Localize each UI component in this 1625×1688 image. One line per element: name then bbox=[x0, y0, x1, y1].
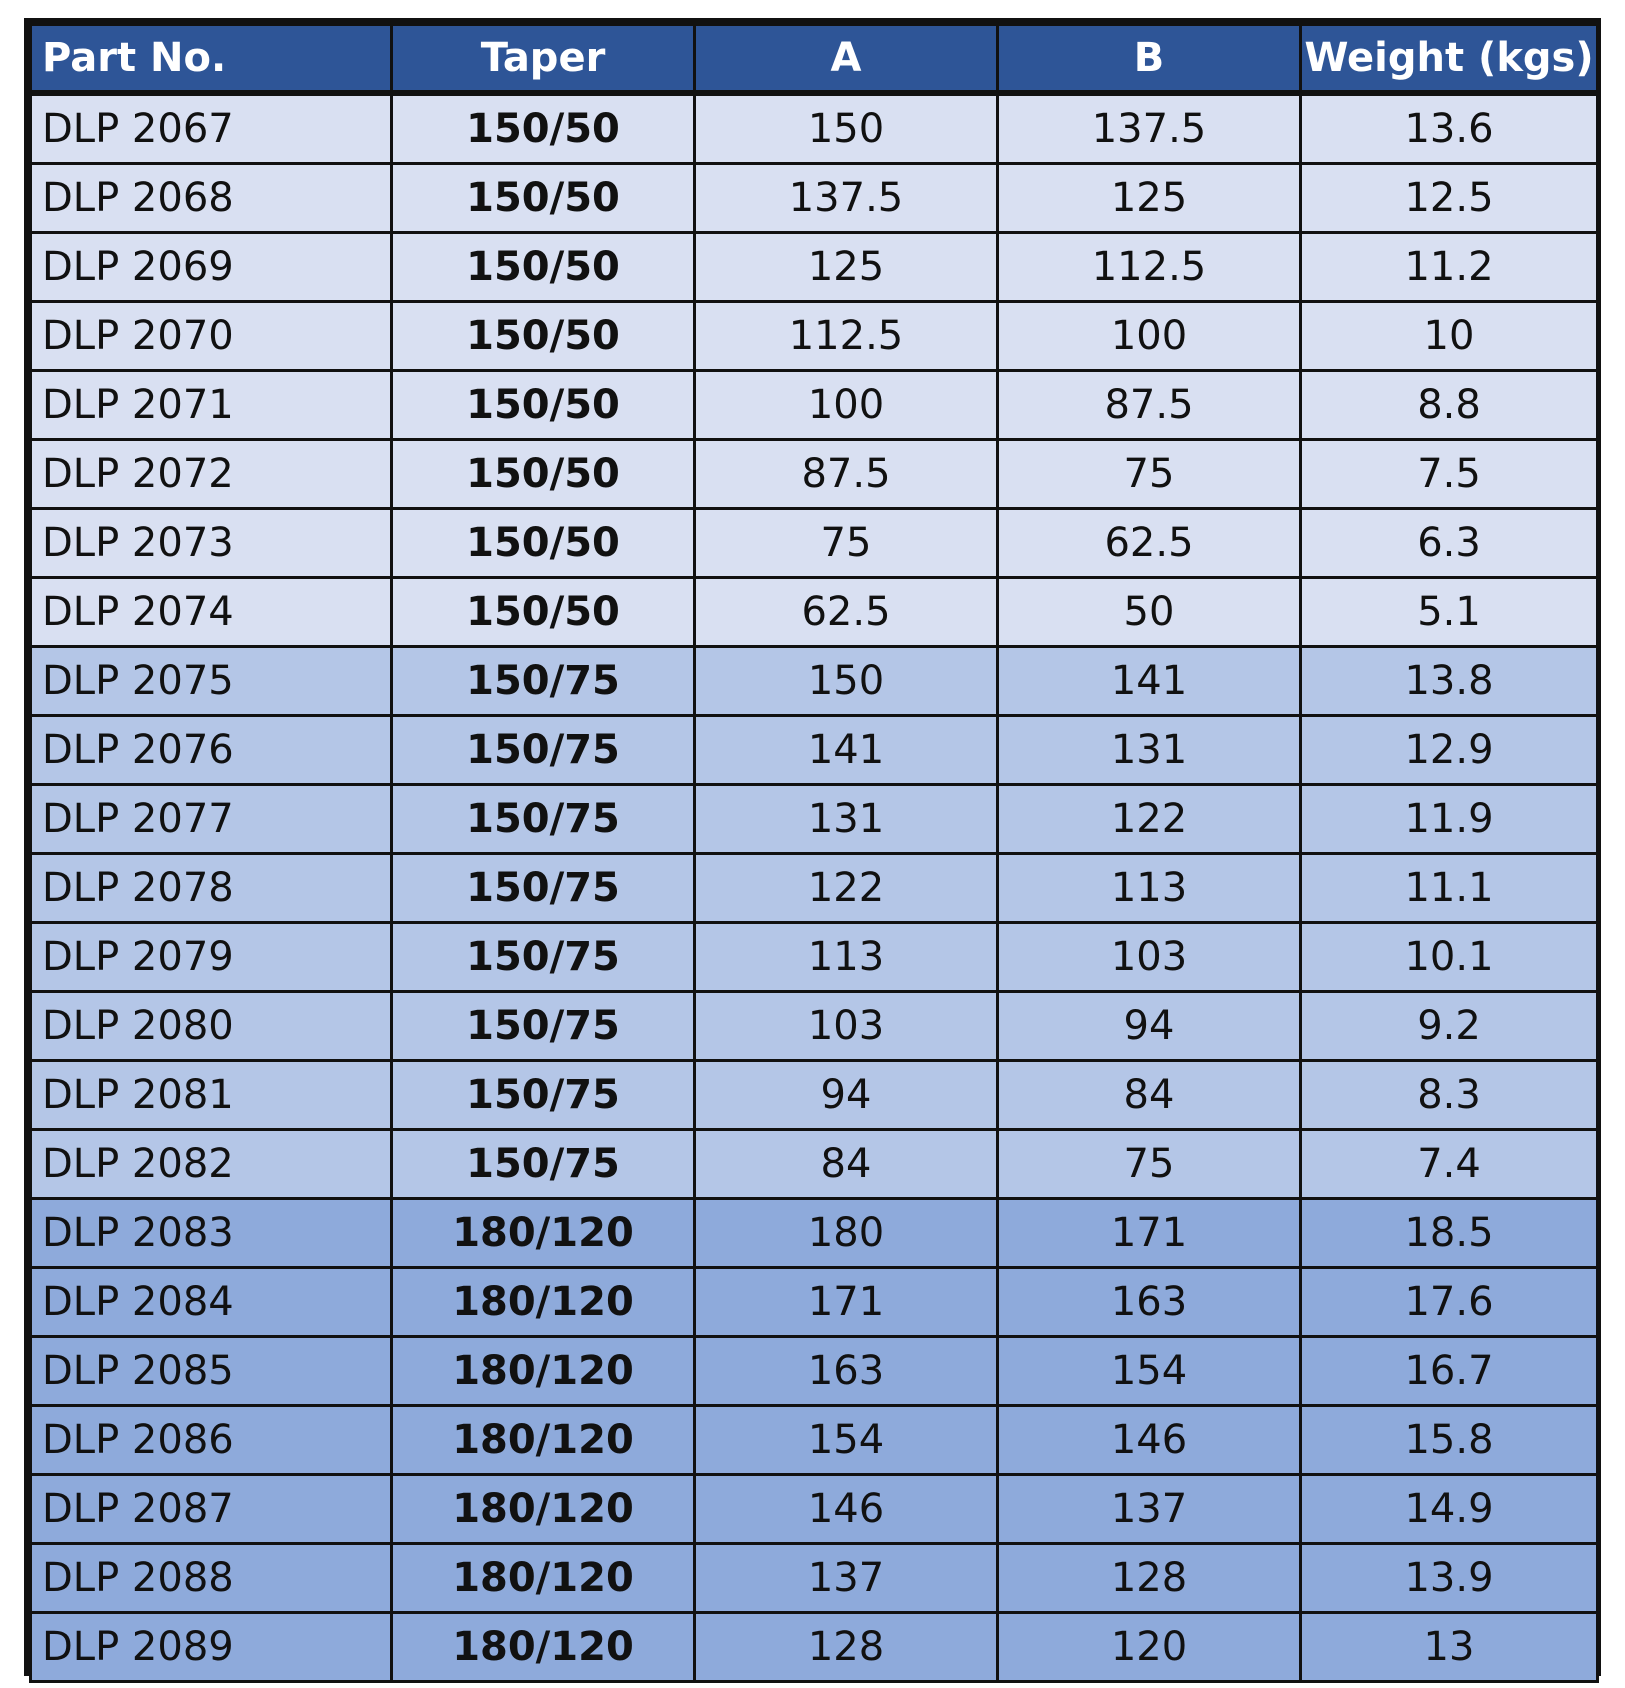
header-taper: Taper bbox=[392, 25, 695, 94]
cell-part-no: DLP 2068 bbox=[31, 164, 392, 233]
header-part-no: Part No. bbox=[31, 25, 392, 94]
cell-weight: 7.5 bbox=[1301, 440, 1598, 509]
cell-weight: 13.8 bbox=[1301, 647, 1598, 716]
table-row bbox=[31, 716, 1598, 785]
cell-a: 141 bbox=[695, 716, 998, 785]
cell-a: 122 bbox=[695, 854, 998, 923]
table-header bbox=[31, 25, 1598, 94]
cell-taper: 180/120 bbox=[392, 1199, 695, 1268]
cell-weight: 11.1 bbox=[1301, 854, 1598, 923]
cell-part-no: DLP 2086 bbox=[31, 1406, 392, 1475]
table-row bbox=[31, 785, 1598, 854]
cell-b: 75 bbox=[998, 440, 1301, 509]
cell-part-no: DLP 2082 bbox=[31, 1130, 392, 1199]
table-row bbox=[31, 1130, 1598, 1199]
cell-part-no: DLP 2072 bbox=[31, 440, 392, 509]
cell-weight: 7.4 bbox=[1301, 1130, 1598, 1199]
cell-taper: 150/50 bbox=[392, 440, 695, 509]
table-row bbox=[31, 93, 1598, 164]
cell-a: 100 bbox=[695, 371, 998, 440]
table-row bbox=[31, 647, 1598, 716]
parts-table-container bbox=[24, 18, 1601, 1676]
cell-weight: 16.7 bbox=[1301, 1337, 1598, 1406]
cell-taper: 150/50 bbox=[392, 164, 695, 233]
cell-part-no: DLP 2067 bbox=[31, 93, 392, 164]
cell-b: 113 bbox=[998, 854, 1301, 923]
cell-taper: 150/50 bbox=[392, 578, 695, 647]
cell-weight: 18.5 bbox=[1301, 1199, 1598, 1268]
table-row bbox=[31, 1199, 1598, 1268]
cell-taper: 180/120 bbox=[392, 1268, 695, 1337]
cell-taper: 150/50 bbox=[392, 302, 695, 371]
parts-table bbox=[29, 23, 1599, 1683]
table-row bbox=[31, 509, 1598, 578]
cell-weight: 14.9 bbox=[1301, 1475, 1598, 1544]
cell-part-no: DLP 2073 bbox=[31, 509, 392, 578]
cell-taper: 180/120 bbox=[392, 1406, 695, 1475]
cell-b: 50 bbox=[998, 578, 1301, 647]
cell-b: 146 bbox=[998, 1406, 1301, 1475]
cell-a: 163 bbox=[695, 1337, 998, 1406]
cell-weight: 13.6 bbox=[1301, 93, 1598, 164]
cell-taper: 150/50 bbox=[392, 509, 695, 578]
cell-b: 84 bbox=[998, 1061, 1301, 1130]
cell-taper: 150/75 bbox=[392, 992, 695, 1061]
cell-a: 87.5 bbox=[695, 440, 998, 509]
cell-part-no: DLP 2077 bbox=[31, 785, 392, 854]
cell-b: 100 bbox=[998, 302, 1301, 371]
cell-weight: 13.9 bbox=[1301, 1544, 1598, 1613]
cell-b: 128 bbox=[998, 1544, 1301, 1613]
cell-b: 125 bbox=[998, 164, 1301, 233]
cell-a: 180 bbox=[695, 1199, 998, 1268]
cell-b: 120 bbox=[998, 1613, 1301, 1682]
cell-b: 112.5 bbox=[998, 233, 1301, 302]
cell-taper: 150/75 bbox=[392, 854, 695, 923]
cell-part-no: DLP 2070 bbox=[31, 302, 392, 371]
cell-part-no: DLP 2089 bbox=[31, 1613, 392, 1682]
cell-taper: 150/75 bbox=[392, 923, 695, 992]
cell-taper: 150/50 bbox=[392, 233, 695, 302]
cell-part-no: DLP 2074 bbox=[31, 578, 392, 647]
cell-weight: 11.9 bbox=[1301, 785, 1598, 854]
cell-a: 75 bbox=[695, 509, 998, 578]
header-row bbox=[31, 25, 1598, 94]
cell-weight: 8.3 bbox=[1301, 1061, 1598, 1130]
table-row bbox=[31, 1613, 1598, 1682]
header-weight: Weight (kgs) bbox=[1301, 25, 1598, 94]
cell-weight: 13 bbox=[1301, 1613, 1598, 1682]
table-row bbox=[31, 1337, 1598, 1406]
cell-a: 94 bbox=[695, 1061, 998, 1130]
cell-weight: 17.6 bbox=[1301, 1268, 1598, 1337]
cell-weight: 11.2 bbox=[1301, 233, 1598, 302]
cell-b: 171 bbox=[998, 1199, 1301, 1268]
cell-a: 84 bbox=[695, 1130, 998, 1199]
table-row bbox=[31, 233, 1598, 302]
cell-b: 62.5 bbox=[998, 509, 1301, 578]
header-b: B bbox=[998, 25, 1301, 94]
cell-taper: 180/120 bbox=[392, 1475, 695, 1544]
cell-a: 125 bbox=[695, 233, 998, 302]
cell-b: 103 bbox=[998, 923, 1301, 992]
cell-part-no: DLP 2085 bbox=[31, 1337, 392, 1406]
cell-taper: 150/75 bbox=[392, 1130, 695, 1199]
table-body bbox=[31, 93, 1598, 1682]
cell-b: 131 bbox=[998, 716, 1301, 785]
cell-b: 141 bbox=[998, 647, 1301, 716]
table-row bbox=[31, 1406, 1598, 1475]
cell-part-no: DLP 2081 bbox=[31, 1061, 392, 1130]
cell-b: 87.5 bbox=[998, 371, 1301, 440]
table-row bbox=[31, 371, 1598, 440]
cell-a: 150 bbox=[695, 93, 998, 164]
cell-a: 113 bbox=[695, 923, 998, 992]
cell-taper: 150/75 bbox=[392, 1061, 695, 1130]
cell-weight: 12.9 bbox=[1301, 716, 1598, 785]
header-a: A bbox=[695, 25, 998, 94]
cell-part-no: DLP 2071 bbox=[31, 371, 392, 440]
table-row bbox=[31, 164, 1598, 233]
cell-part-no: DLP 2084 bbox=[31, 1268, 392, 1337]
cell-weight: 10 bbox=[1301, 302, 1598, 371]
cell-b: 94 bbox=[998, 992, 1301, 1061]
cell-weight: 6.3 bbox=[1301, 509, 1598, 578]
cell-a: 62.5 bbox=[695, 578, 998, 647]
cell-taper: 150/75 bbox=[392, 647, 695, 716]
cell-part-no: DLP 2079 bbox=[31, 923, 392, 992]
table-row bbox=[31, 440, 1598, 509]
cell-part-no: DLP 2083 bbox=[31, 1199, 392, 1268]
cell-weight: 8.8 bbox=[1301, 371, 1598, 440]
table-row bbox=[31, 1544, 1598, 1613]
cell-part-no: DLP 2069 bbox=[31, 233, 392, 302]
cell-taper: 180/120 bbox=[392, 1613, 695, 1682]
cell-a: 103 bbox=[695, 992, 998, 1061]
cell-b: 122 bbox=[998, 785, 1301, 854]
cell-a: 150 bbox=[695, 647, 998, 716]
cell-weight: 5.1 bbox=[1301, 578, 1598, 647]
table-row bbox=[31, 923, 1598, 992]
cell-taper: 180/120 bbox=[392, 1544, 695, 1613]
cell-b: 154 bbox=[998, 1337, 1301, 1406]
cell-a: 137 bbox=[695, 1544, 998, 1613]
cell-part-no: DLP 2076 bbox=[31, 716, 392, 785]
cell-part-no: DLP 2078 bbox=[31, 854, 392, 923]
cell-part-no: DLP 2075 bbox=[31, 647, 392, 716]
cell-b: 75 bbox=[998, 1130, 1301, 1199]
table-row bbox=[31, 1268, 1598, 1337]
cell-weight: 10.1 bbox=[1301, 923, 1598, 992]
cell-a: 146 bbox=[695, 1475, 998, 1544]
cell-a: 131 bbox=[695, 785, 998, 854]
cell-taper: 150/50 bbox=[392, 93, 695, 164]
cell-b: 137.5 bbox=[998, 93, 1301, 164]
cell-weight: 12.5 bbox=[1301, 164, 1598, 233]
table-row bbox=[31, 578, 1598, 647]
cell-a: 171 bbox=[695, 1268, 998, 1337]
table-row bbox=[31, 1475, 1598, 1544]
cell-taper: 150/50 bbox=[392, 371, 695, 440]
cell-taper: 150/75 bbox=[392, 785, 695, 854]
table-row bbox=[31, 302, 1598, 371]
cell-a: 128 bbox=[695, 1613, 998, 1682]
table-row bbox=[31, 992, 1598, 1061]
cell-part-no: DLP 2087 bbox=[31, 1475, 392, 1544]
cell-b: 163 bbox=[998, 1268, 1301, 1337]
table-row bbox=[31, 854, 1598, 923]
cell-taper: 150/75 bbox=[392, 716, 695, 785]
cell-part-no: DLP 2080 bbox=[31, 992, 392, 1061]
cell-a: 137.5 bbox=[695, 164, 998, 233]
cell-a: 154 bbox=[695, 1406, 998, 1475]
cell-taper: 180/120 bbox=[392, 1337, 695, 1406]
cell-part-no: DLP 2088 bbox=[31, 1544, 392, 1613]
cell-a: 112.5 bbox=[695, 302, 998, 371]
table-row bbox=[31, 1061, 1598, 1130]
cell-b: 137 bbox=[998, 1475, 1301, 1544]
cell-weight: 9.2 bbox=[1301, 992, 1598, 1061]
cell-weight: 15.8 bbox=[1301, 1406, 1598, 1475]
